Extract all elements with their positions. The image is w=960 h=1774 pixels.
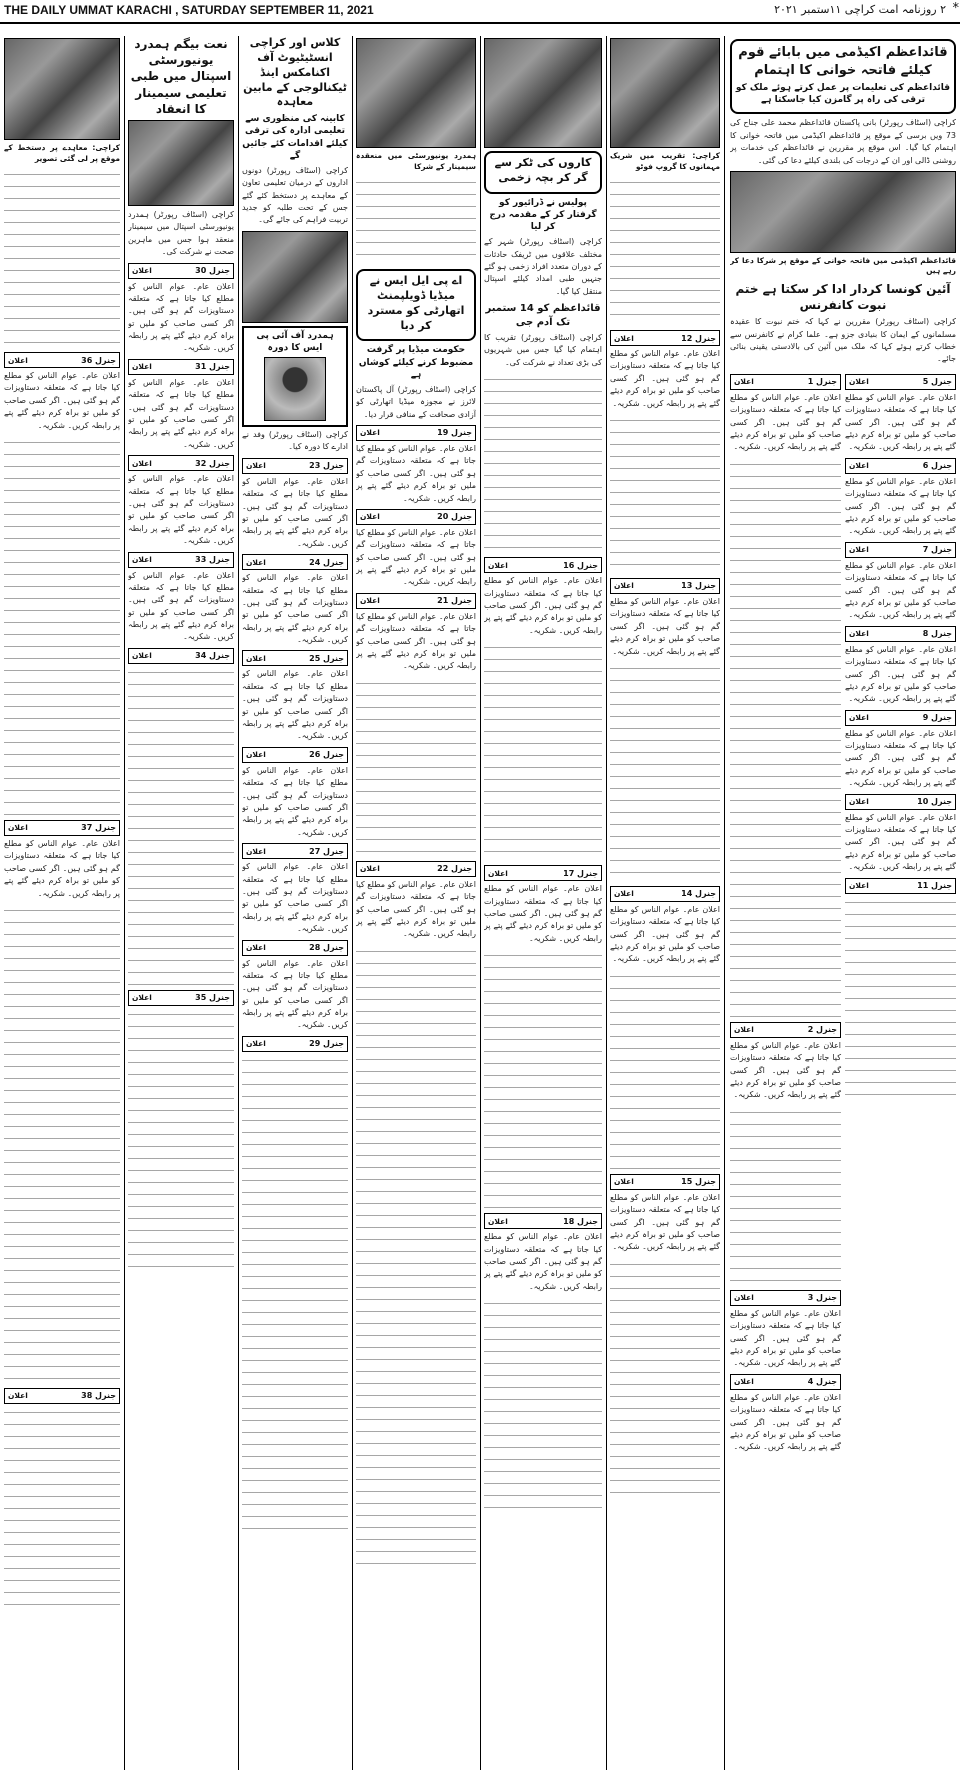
notice-entry: جنرل 13 اعلان	[610, 578, 720, 594]
notice-entry: جنرل 23 اعلان	[242, 458, 348, 474]
news-photo	[128, 120, 234, 206]
story-box	[356, 269, 476, 341]
notice-entry: جنرل 19 اعلان	[356, 425, 476, 441]
news-photo	[4, 38, 120, 140]
notice-entry: جنرل 21 اعلان	[356, 593, 476, 609]
news-photo	[484, 38, 602, 148]
notice-entry: جنرل 33 اعلان	[128, 552, 234, 568]
text-block	[610, 414, 720, 574]
story-subheadline: پولیس نے ڈرائیور کو گرفتار کر کے مقدمہ درج کر لیا	[489, 197, 597, 232]
notice-entry: جنرل 31 اعلان	[128, 359, 234, 375]
notice-text: اعلان عام۔ عوام الناس کو مطلع کیا جاتا ہے کہ متعلقہ دستاویزات گم ہو گئی ہیں۔ اگر کسی صاحب کو ملیں تو براہ کرم دیئے گئے پتے پر رابطہ کریں۔ شکریہ۔	[610, 1192, 720, 1252]
notice-entry: جنرل 28 اعلان	[242, 940, 348, 956]
notice-text: اعلان عام۔ عوام الناس کو مطلع کیا جاتا ہے کہ متعلقہ دستاویزات گم ہو گئی ہیں۔ اگر کسی صاحب کو ملیں تو براہ کرم دیئے گئے پتے پر رابطہ کریں۔ شکریہ۔	[845, 560, 956, 620]
text-block	[730, 1106, 841, 1286]
portrait-photo	[264, 357, 326, 421]
column-rule	[480, 36, 481, 1770]
notice-entry: جنرل 34 اعلان	[128, 648, 234, 664]
notice-entry: جنرل 3 اعلان	[730, 1290, 841, 1306]
text-block	[610, 970, 720, 1170]
notice-text: اعلان عام۔ عوام الناس کو مطلع کیا جاتا ہے کہ متعلقہ دستاویزات گم ہو گئی ہیں۔ اگر کسی صاحب کو ملیں تو براہ کرم دیئے گئے پتے پر رابطہ کریں۔ شکریہ۔	[356, 443, 476, 503]
star-icon: *	[952, 1, 959, 16]
story-subheadline: حکومت میڈیا پر گرفت مضبوط کرنے کیلئے کوشاں ہے	[358, 345, 474, 380]
text-block	[610, 662, 720, 882]
story-body: کراچی (اسٹاف رپورٹر) شہر کے مختلف علاقوں میں ٹریفک حادثات کے دوران متعدد افراد زخمی ہو گئے جنہیں طبی امداد کیلئے اسپتال منتقل کیا گیا۔	[484, 237, 602, 296]
column-7	[4, 36, 120, 1770]
text-block	[128, 666, 234, 986]
notice-entry: جنرل 5 اعلان	[845, 374, 956, 390]
notice-entry: جنرل 14 اعلان	[610, 886, 720, 902]
text-block	[4, 904, 120, 1384]
notice-text: اعلان عام۔ عوام الناس کو مطلع کیا جاتا ہے کہ متعلقہ دستاویزات گم ہو گئی ہیں۔ اگر کسی صاحب کو ملیں تو براہ کرم دیئے گئے پتے پر رابطہ کریں۔ شکریہ۔	[242, 765, 348, 837]
notice-text: اعلان عام۔ عوام الناس کو مطلع کیا جاتا ہے کہ متعلقہ دستاویزات گم ہو گئی ہیں۔ اگر کسی صاحب کو ملیں تو براہ کرم دیئے گئے پتے پر رابطہ کریں۔ شکریہ۔	[128, 570, 234, 642]
story-box	[484, 151, 602, 194]
notice-entry: جنرل 4 اعلان	[730, 1374, 841, 1390]
story-body: کراچی (اسٹاف رپورٹر) بانی پاکستان قائداعظم محمد علی جناح کی 73 ویں برسی کے موقع پر قائداعظم اکیڈمی میں فاتحہ خوانی کا اہتمام کیا گیا۔ اس موقع پر مقررین نے قائداعظم کی خدمات پر روشنی ڈالی اور ان کے درجات کی بلندی کیلئے دعا کی گئی۔	[730, 118, 956, 165]
story-headline: کاروں کی ٹکر سے گر کر بچہ زخمی	[494, 156, 592, 184]
story-body: کراچی (اسٹاف رپورٹر) ہمدرد یونیورسٹی اسپتال میں سیمینار منعقد ہوا جس میں ماہرین صحت نے شرکت کی۔	[128, 209, 234, 257]
notice-entry: جنرل 38 اعلان	[4, 1388, 120, 1404]
notice-text: اعلان عام۔ عوام الناس کو مطلع کیا جاتا ہے کہ متعلقہ دستاویزات گم ہو گئی ہیں۔ اگر کسی صاحب کو ملیں تو براہ کرم دیئے گئے پتے پر رابطہ کریں۔ شکریہ۔	[610, 349, 720, 408]
notice-text: اعلان عام۔ عوام الناس کو مطلع کیا جاتا ہے کہ متعلقہ دستاویزات گم ہو گئی ہیں۔ اگر کسی صاحب کو ملیں تو براہ کرم دیئے گئے پتے پر رابطہ کریں۔ شکریہ۔	[730, 392, 841, 452]
notice-entry: جنرل 32 اعلان	[128, 455, 234, 471]
text-block	[128, 1008, 234, 1268]
notice-entry: جنرل 36 اعلان	[4, 352, 120, 368]
notice-text: اعلان عام۔ عوام الناس کو مطلع کیا جاتا ہے کہ متعلقہ دستاویزات گم ہو گئی ہیں۔ اگر کسی صاحب کو ملیں تو براہ کرم دیئے گئے پتے پر رابطہ کریں۔ شکریہ۔	[610, 596, 720, 656]
notice-text: اعلان عام۔ عوام الناس کو مطلع کیا جاتا ہے کہ متعلقہ دستاویزات گم ہو گئی ہیں۔ اگر کسی صاحب کو ملیں تو براہ کرم دیئے گئے پتے پر رابطہ کریں۔ شکریہ۔	[4, 371, 120, 430]
notice-text: اعلان عام۔ عوام الناس کو مطلع کیا جاتا ہے کہ متعلقہ دستاویزات گم ہو گئی ہیں۔ اگر کسی صاحب کو ملیں تو براہ کرم دیئے گئے پتے پر رابطہ کریں۔ شکریہ۔	[242, 958, 348, 1030]
notice-text: اعلان عام۔ عوام الناس کو مطلع کیا جاتا ہے کہ متعلقہ دستاویزات گم ہو گئی ہیں۔ اگر کسی صاحب کو ملیں تو براہ کرم دیئے گئے پتے پر رابطہ کریں۔ شکریہ۔	[845, 476, 956, 536]
column-rule	[238, 36, 239, 1770]
column-rule	[724, 36, 725, 1770]
notice-entry: جنرل 9 اعلان	[845, 710, 956, 726]
sub-column	[730, 370, 841, 1458]
story-body: کراچی (اسٹاف رپورٹر) مقررین نے کہا کہ ختم نبوت کا عقیدہ مسلمانوں کے ایمان کا بنیادی جزو ہے۔ علما کرام نے کانفرنس سے خطاب کرتے ہوئے کہا کہ ملک میں آئین کی بالادستی یقینی بنائی جائے۔	[730, 317, 956, 364]
text-block	[484, 373, 602, 553]
notice-text: اعلان عام۔ عوام الناس کو مطلع کیا جاتا ہے کہ متعلقہ دستاویزات گم ہو گئی ہیں۔ اگر کسی صاحب کو ملیں تو براہ کرم دیئے گئے پتے پر رابطہ کریں۔ شکریہ۔	[484, 576, 602, 635]
notice-entry: جنرل 10 اعلان	[845, 794, 956, 810]
column-6	[128, 36, 234, 1770]
notice-entry: جنرل 1 اعلان	[730, 374, 841, 390]
notice-entry: جنرل 22 اعلان	[356, 861, 476, 877]
notice-text: اعلان عام۔ عوام الناس کو مطلع کیا جاتا ہے کہ متعلقہ دستاویزات گم ہو گئی ہیں۔ اگر کسی صاحب کو ملیں تو براہ کرم دیئے گئے پتے پر رابطہ کریں۔ شکریہ۔	[242, 476, 348, 548]
story-headline: ہمدرد آف آئی پی ایس کا دورہ	[256, 330, 334, 353]
notice-entry: جنرل 20 اعلان	[356, 509, 476, 525]
masthead	[0, 0, 960, 24]
story-headline: قائداعظم کو 14 ستمبر تک آدم جی	[485, 303, 601, 328]
notice-entry: جنرل 16 اعلان	[484, 557, 602, 573]
column-3	[484, 36, 602, 1770]
story-headline: کلاس اور کراچی انسٹیٹیوٹ آف اکنامکس اینڈ ٹیکنالوجی کے مابین معاہدہ	[243, 36, 347, 109]
notice-entry: جنرل 2 اعلان	[730, 1022, 841, 1038]
notice-text: اعلان عام۔ عوام الناس کو مطلع کیا جاتا ہے کہ متعلقہ دستاویزات گم ہو گئی ہیں۔ اگر کسی صاحب کو ملیں تو براہ کرم دیئے گئے پتے پر رابطہ کریں۔ شکریہ۔	[484, 884, 602, 943]
text-block	[242, 1054, 348, 1534]
text-block	[4, 1406, 120, 1606]
notice-entry: جنرل 17 اعلان	[484, 865, 602, 881]
column-rule	[124, 36, 125, 1770]
notice-entry: جنرل 6 اعلان	[845, 458, 956, 474]
notice-entry: جنرل 7 اعلان	[845, 542, 956, 558]
text-block	[484, 641, 602, 861]
notice-text: اعلان عام۔ عوام الناس کو مطلع کیا جاتا ہے کہ متعلقہ دستاویزات گم ہو گئی ہیں۔ اگر کسی صاحب کو ملیں تو براہ کرم دیئے گئے پتے پر رابطہ کریں۔ شکریہ۔	[845, 392, 956, 452]
news-photo	[610, 38, 720, 148]
story-box	[730, 39, 956, 114]
notice-entry: جنرل 37 اعلان	[4, 820, 120, 836]
story-headline: اے پی ایل ایس نے میڈیا ڈویلپمنٹ اتھارٹی کو مسترد کر دیا	[367, 274, 465, 332]
notice-text: اعلان عام۔ عوام الناس کو مطلع کیا جاتا ہے کہ متعلقہ دستاویزات گم ہو گئی ہیں۔ اگر کسی صاحب کو ملیں تو براہ کرم دیئے گئے پتے پر رابطہ کریں۔ شکریہ۔	[128, 377, 234, 449]
story-body: کراچی (اسٹاف رپورٹر) تقریب کا اہتمام کیا گیا جس میں شہریوں کی بڑی تعداد نے شرکت کی۔	[484, 333, 602, 367]
text-block	[610, 1258, 720, 1498]
notice-entry: جنرل 25 اعلان	[242, 650, 348, 666]
notice-text: اعلان عام۔ عوام الناس کو مطلع کیا جاتا ہے کہ متعلقہ دستاویزات گم ہو گئی ہیں۔ اگر کسی صاحب کو ملیں تو براہ کرم دیئے گئے پتے پر رابطہ کریں۔ شکریہ۔	[845, 812, 956, 872]
notice-entry: جنرل 26 اعلان	[242, 747, 348, 763]
notice-entry: جنرل 30 اعلان	[128, 263, 234, 279]
text-block	[4, 168, 120, 348]
column-4	[356, 36, 476, 1770]
text-block	[4, 436, 120, 816]
notice-text: اعلان عام۔ عوام الناس کو مطلع کیا جاتا ہے کہ متعلقہ دستاویزات گم ہو گئی ہیں۔ اگر کسی صاحب کو ملیں تو براہ کرم دیئے گئے پتے پر رابطہ کریں۔ شکریہ۔	[610, 904, 720, 964]
notice-entry: جنرل 29 اعلان	[242, 1036, 348, 1052]
text-block	[356, 677, 476, 857]
notice-text: اعلان عام۔ عوام الناس کو مطلع کیا جاتا ہے کہ متعلقہ دستاویزات گم ہو گئی ہیں۔ اگر کسی صاحب کو ملیں تو براہ کرم دیئے گئے پتے پر رابطہ کریں۔ شکریہ۔	[845, 728, 956, 788]
notice-text: اعلان عام۔ عوام الناس کو مطلع کیا جاتا ہے کہ متعلقہ دستاویزات گم ہو گئی ہیں۔ اگر کسی صاحب کو ملیں تو براہ کرم دیئے گئے پتے پر رابطہ کریں۔ شکریہ۔	[128, 281, 234, 353]
column-5	[242, 36, 348, 1770]
news-photo	[730, 171, 956, 253]
story-headline: نعت بیگم ہمدرد یونیورسٹی اسپتال میں طبی تعلیمی سیمینار کا انعقاد	[130, 37, 232, 116]
story-body: کراچی (اسٹاف رپورٹر) دونوں اداروں کے درمیان تعلیمی تعاون کے معاہدے پر دستخط کئے گئے جس کے تحت طلبہ کو جدید تربیت فراہم کی جائے گی۔	[242, 165, 348, 225]
photo-caption: کراچی: معاہدے پر دستخط کے موقع پر لی گئی تصویر	[4, 143, 120, 163]
column-1	[730, 36, 956, 1770]
text-block	[730, 458, 841, 1018]
notice-text: اعلان عام۔ عوام الناس کو مطلع کیا جاتا ہے کہ متعلقہ دستاویزات گم ہو گئی ہیں۔ اگر کسی صاحب کو ملیں تو براہ کرم دیئے گئے پتے پر رابطہ کریں۔ شکریہ۔	[845, 644, 956, 704]
notice-entry: جنرل 8 اعلان	[845, 626, 956, 642]
notice-text: اعلان عام۔ عوام الناس کو مطلع کیا جاتا ہے کہ متعلقہ دستاویزات گم ہو گئی ہیں۔ اگر کسی صاحب کو ملیں تو براہ کرم دیئے گئے پتے پر رابطہ کریں۔ شکریہ۔	[484, 1232, 602, 1291]
story-subheadline: کابینہ کی منظوری سے تعلیمی ادارہ کی ترقی کیلئے اقدامات کئے جائیں گے	[242, 114, 348, 161]
text-block	[845, 896, 956, 1096]
text-block	[356, 176, 476, 266]
notice-entry: جنرل 27 اعلان	[242, 843, 348, 859]
story-body: کراچی (اسٹاف رپورٹر) آل پاکستان لائرز نے مجوزہ میڈیا اتھارٹی کو آزادی صحافت کے منافی قرار دیا۔	[356, 384, 476, 419]
notice-entry: جنرل 18 اعلان	[484, 1213, 602, 1229]
newspaper-english-title: THE DAILY UMMAT KARACHI , SATURDAY SEPTEMBER 11, 2021	[4, 3, 374, 17]
notice-text: اعلان عام۔ عوام الناس کو مطلع کیا جاتا ہے کہ متعلقہ دستاویزات گم ہو گئی ہیں۔ اگر کسی صاحب کو ملیں تو براہ کرم دیئے گئے پتے پر رابطہ کریں۔ شکریہ۔	[356, 611, 476, 671]
text-block	[610, 176, 720, 326]
column-rule	[606, 36, 607, 1770]
notice-text: اعلان عام۔ عوام الناس کو مطلع کیا جاتا ہے کہ متعلقہ دستاویزات گم ہو گئی ہیں۔ اگر کسی صاحب کو ملیں تو براہ کرم دیئے گئے پتے پر رابطہ کریں۔ شکریہ۔	[4, 838, 120, 898]
notice-text: اعلان عام۔ عوام الناس کو مطلع کیا جاتا ہے کہ متعلقہ دستاویزات گم ہو گئی ہیں۔ اگر کسی صاحب کو ملیں تو براہ کرم دیئے گئے پتے پر رابطہ کریں۔ شکریہ۔	[128, 474, 234, 546]
notice-text: اعلان عام۔ عوام الناس کو مطلع کیا جاتا ہے کہ متعلقہ دستاویزات گم ہو گئی ہیں۔ اگر کسی صاحب کو ملیں تو براہ کرم دیئے گئے پتے پر رابطہ کریں۔ شکریہ۔	[730, 1308, 841, 1368]
notice-entry: جنرل 35 اعلان	[128, 990, 234, 1006]
notice-entry: جنرل 12 اعلان	[610, 330, 720, 346]
photo-caption: کراچی: تقریب میں شریک مہمانوں کا گروپ فوٹو	[610, 151, 720, 171]
notice-text: اعلان عام۔ عوام الناس کو مطلع کیا جاتا ہے کہ متعلقہ دستاویزات گم ہو گئی ہیں۔ اگر کسی صاحب کو ملیں تو براہ کرم دیئے گئے پتے پر رابطہ کریں۔ شکریہ۔	[242, 862, 348, 934]
notice-text: اعلان عام۔ عوام الناس کو مطلع کیا جاتا ہے کہ متعلقہ دستاویزات گم ہو گئی ہیں۔ اگر کسی صاحب کو ملیں تو براہ کرم دیئے گئے پتے پر رابطہ کریں۔ شکریہ۔	[730, 1392, 841, 1452]
story-box	[242, 326, 348, 427]
notice-entry: جنرل 24 اعلان	[242, 554, 348, 570]
column-rule	[352, 36, 353, 1770]
newspaper-urdu-dateline: ۲ روزنامہ امت کراچی ۱۱ستمبر ۲۰۲۱	[774, 3, 946, 16]
news-photo	[356, 38, 476, 148]
notice-text: اعلان عام۔ عوام الناس کو مطلع کیا جاتا ہے کہ متعلقہ دستاویزات گم ہو گئی ہیں۔ اگر کسی صاحب کو ملیں تو براہ کرم دیئے گئے پتے پر رابطہ کریں۔ شکریہ۔	[242, 573, 348, 645]
notice-entry: جنرل 15 اعلان	[610, 1174, 720, 1190]
notice-text: اعلان عام۔ عوام الناس کو مطلع کیا جاتا ہے کہ متعلقہ دستاویزات گم ہو گئی ہیں۔ اگر کسی صاحب کو ملیں تو براہ کرم دیئے گئے پتے پر رابطہ کریں۔ شکریہ۔	[242, 669, 348, 741]
story-body: کراچی (اسٹاف رپورٹر) وفد نے ادارے کا دورہ کیا۔	[242, 430, 348, 452]
text-block	[356, 945, 476, 1565]
photo-caption: ہمدرد یونیورسٹی میں منعقدہ سیمینار کے شرکا	[356, 151, 476, 171]
story-subheadline: قائداعظم کی تعلیمات پر عمل کرتے ہوئے ملک کو ترقی کی راہ پر گامزن کیا جاسکتا ہے	[735, 83, 951, 106]
notice-text: اعلان عام۔ عوام الناس کو مطلع کیا جاتا ہے کہ متعلقہ دستاویزات گم ہو گئی ہیں۔ اگر کسی صاحب کو ملیں تو براہ کرم دیئے گئے پتے پر رابطہ کریں۔ شکریہ۔	[356, 527, 476, 587]
column-2	[610, 36, 720, 1770]
notice-text: اعلان عام۔ عوام الناس کو مطلع کیا جاتا ہے کہ متعلقہ دستاویزات گم ہو گئی ہیں۔ اگر کسی صاحب کو ملیں تو براہ کرم دیئے گئے پتے پر رابطہ کریں۔ شکریہ۔	[356, 879, 476, 939]
news-photo	[242, 231, 348, 323]
photo-caption: قائداعظم اکیڈمی میں فاتحہ خوانی کے موقع پر شرکا دعا کر رہے ہیں	[730, 255, 956, 276]
story-headline: قائداعظم اکیڈمی میں بابائے قوم کیلئے فاتحہ خوانی کا اہتمام	[738, 45, 948, 78]
notice-entry: جنرل 11 اعلان	[845, 878, 956, 894]
text-block	[484, 949, 602, 1209]
sub-column	[845, 370, 956, 1458]
text-block	[484, 1297, 602, 1517]
story-headline: آئین کونسا کردار ادا کر سکتا ہے ختم نبوت کانفرنس	[735, 281, 951, 313]
notice-text: اعلان عام۔ عوام الناس کو مطلع کیا جاتا ہے کہ متعلقہ دستاویزات گم ہو گئی ہیں۔ اگر کسی صاحب کو ملیں تو براہ کرم دیئے گئے پتے پر رابطہ کریں۔ شکریہ۔	[730, 1040, 841, 1100]
